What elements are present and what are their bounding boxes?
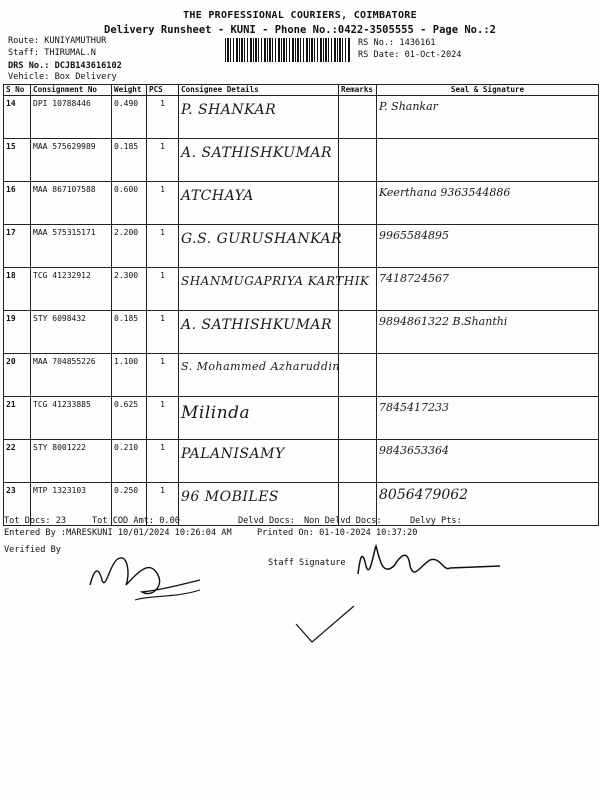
vehicle-label: Vehicle: Box Delivery [8, 72, 117, 82]
row-remarks [339, 354, 377, 397]
row-pcs: 1 [147, 139, 179, 182]
row-sno: 19 [4, 311, 31, 354]
row-weight: 2.300 [112, 268, 147, 311]
signature-handwriting: P. Shankar [379, 100, 438, 113]
col-weight: Weight [112, 85, 147, 96]
row-consignee [179, 440, 339, 483]
staff-signature-label: Staff Signature [268, 558, 346, 568]
row-consignment: MAA 575629989 [31, 139, 112, 182]
signature-handwriting: 9843653364 [379, 444, 449, 457]
table-row [4, 139, 599, 182]
row-remarks [339, 139, 377, 182]
row-sno: 18 [4, 268, 31, 311]
row-consignment: STY 6098432 [31, 311, 112, 354]
consignee-handwriting: G.S. GURUSHANKAR [181, 231, 343, 247]
row-weight: 0.490 [112, 96, 147, 139]
signature-handwriting: 8056479062 [379, 487, 469, 503]
row-consignee [179, 96, 339, 139]
table-row [4, 96, 599, 139]
signature-handwriting: 9965584895 [379, 229, 449, 242]
row-weight: 0.600 [112, 182, 147, 225]
row-consignee [179, 354, 339, 397]
col-sno: S No [4, 85, 31, 96]
row-pcs: 1 [147, 440, 179, 483]
row-pcs: 1 [147, 182, 179, 225]
row-sno: 20 [4, 354, 31, 397]
col-signature: Seal & Signature [377, 85, 599, 96]
signature-handwriting: 7845417233 [379, 401, 449, 414]
signature-handwriting: Keerthana 9363544886 [379, 186, 511, 199]
col-remarks: Remarks [339, 85, 377, 96]
table-row [4, 268, 599, 311]
consignee-handwriting: A. SATHISHKUMAR [181, 145, 333, 161]
row-consignee [179, 225, 343, 268]
consignee-handwriting: P. SHANKAR [181, 102, 277, 118]
row-sno: 17 [4, 225, 31, 268]
row-signature [377, 440, 599, 483]
row-signature [377, 311, 599, 354]
table-row [4, 182, 599, 225]
verified-by-label: Verified By [4, 545, 61, 555]
row-weight: 0.185 [112, 139, 147, 182]
row-signature [377, 397, 599, 440]
signature-handwriting: 7418724567 [379, 272, 449, 285]
runsheet-table [3, 84, 599, 526]
entered-by: Entered By :MARESKUNI 10/01/2024 10:26:04 AM [4, 528, 232, 538]
consignee-handwriting: SHANMUGAPRIYA KARTHIK [181, 274, 370, 288]
check-mark [290, 600, 360, 650]
row-remarks [339, 440, 377, 483]
total-cod-amount: Tot COD Amt: 0.00 [92, 516, 180, 526]
rs-number: RS No.: 1436161 [358, 38, 436, 48]
col-pcs: PCS [147, 85, 179, 96]
table-row [4, 440, 599, 483]
row-signature [377, 139, 599, 182]
row-remarks [339, 182, 377, 225]
row-remarks [339, 397, 377, 440]
row-consignment: MAA 867107588 [31, 182, 112, 225]
row-pcs: 1 [147, 225, 179, 268]
row-signature [377, 96, 599, 139]
row-consignee [179, 139, 339, 182]
row-pcs: 1 [147, 397, 179, 440]
row-pcs: 1 [147, 354, 179, 397]
consignee-handwriting: 96 MOBILES [181, 489, 280, 505]
row-weight: 0.250 [112, 483, 147, 526]
col-consignment: Consignment No [31, 85, 112, 96]
table-header [4, 85, 599, 96]
row-sno: 15 [4, 139, 31, 182]
row-sno: 14 [4, 96, 31, 139]
consignee-handwriting: ATCHAYA [181, 188, 254, 204]
row-sno: 21 [4, 397, 31, 440]
row-weight: 2.200 [112, 225, 147, 268]
row-consignment: MAA 704855226 [31, 354, 112, 397]
table-row [4, 397, 599, 440]
staff-label: Staff: THIRUMAL.N [8, 48, 96, 58]
row-pcs: 1 [147, 268, 179, 311]
row-consignment: TCG 41232912 [31, 268, 112, 311]
row-weight: 1.100 [112, 354, 147, 397]
row-pcs: 1 [147, 96, 179, 139]
runsheet-subtitle: Delivery Runsheet - KUNI - Phone No.:0422-3505555 - Page No.:2 [104, 24, 496, 36]
row-sno: 22 [4, 440, 31, 483]
row-weight: 0.210 [112, 440, 147, 483]
row-pcs: 1 [147, 483, 179, 526]
table-row [4, 354, 599, 397]
table-row [4, 311, 599, 354]
row-sno: 23 [4, 483, 31, 526]
row-signature [377, 354, 599, 397]
row-remarks [339, 311, 377, 354]
row-consignee [179, 397, 339, 440]
delivered-docs: Delvd Docs: [238, 516, 295, 526]
row-pcs: 1 [147, 311, 179, 354]
row-signature [377, 182, 599, 225]
printed-on: Printed On: 01-10-2024 10:37:20 [257, 528, 418, 538]
row-remarks [339, 96, 377, 139]
row-consignment: TCG 41233885 [31, 397, 112, 440]
total-docs: Tot Docs: 23 [4, 516, 67, 526]
company-name: THE PROFESSIONAL COURIERS, COIMBATORE [183, 10, 417, 21]
col-consignee: Consignee Details [179, 85, 339, 96]
route-label: Route: KUNIYAMUTHUR [8, 36, 107, 46]
table-row [4, 225, 599, 268]
staff-signature-scribble [350, 536, 510, 586]
consignee-handwriting: S. Mohammed Azharuddin [181, 360, 340, 373]
row-weight: 0.625 [112, 397, 147, 440]
row-consignment: MAA 575315171 [31, 225, 112, 268]
delivery-points: Delvy Pts: [410, 516, 462, 526]
row-consignment: DPI 10788446 [31, 96, 112, 139]
row-sno: 16 [4, 182, 31, 225]
row-signature [377, 268, 599, 311]
non-delivered-docs: Non Delvd Docs: [304, 516, 382, 526]
row-weight: 0.185 [112, 311, 147, 354]
consignee-handwriting: Milinda [181, 403, 251, 423]
consignee-handwriting: A. SATHISHKUMAR [181, 317, 333, 333]
row-remarks [339, 225, 377, 268]
barcode [225, 38, 351, 62]
drs-number: DRS No.: DCJB143616102 [8, 61, 122, 71]
signature-handwriting: 9894861322 B.Shanthi [379, 315, 508, 328]
row-consignment: STY 8001222 [31, 440, 112, 483]
row-consignee [179, 311, 339, 354]
row-signature [377, 225, 599, 268]
rs-date: RS Date: 01-Oct-2024 [358, 50, 462, 60]
consignee-handwriting: PALANISAMY [181, 446, 285, 462]
row-consignee [179, 182, 339, 225]
row-consignee [179, 268, 370, 311]
row-consignment: MTP 1323103 [31, 483, 112, 526]
verified-signature-scribble [80, 540, 220, 610]
